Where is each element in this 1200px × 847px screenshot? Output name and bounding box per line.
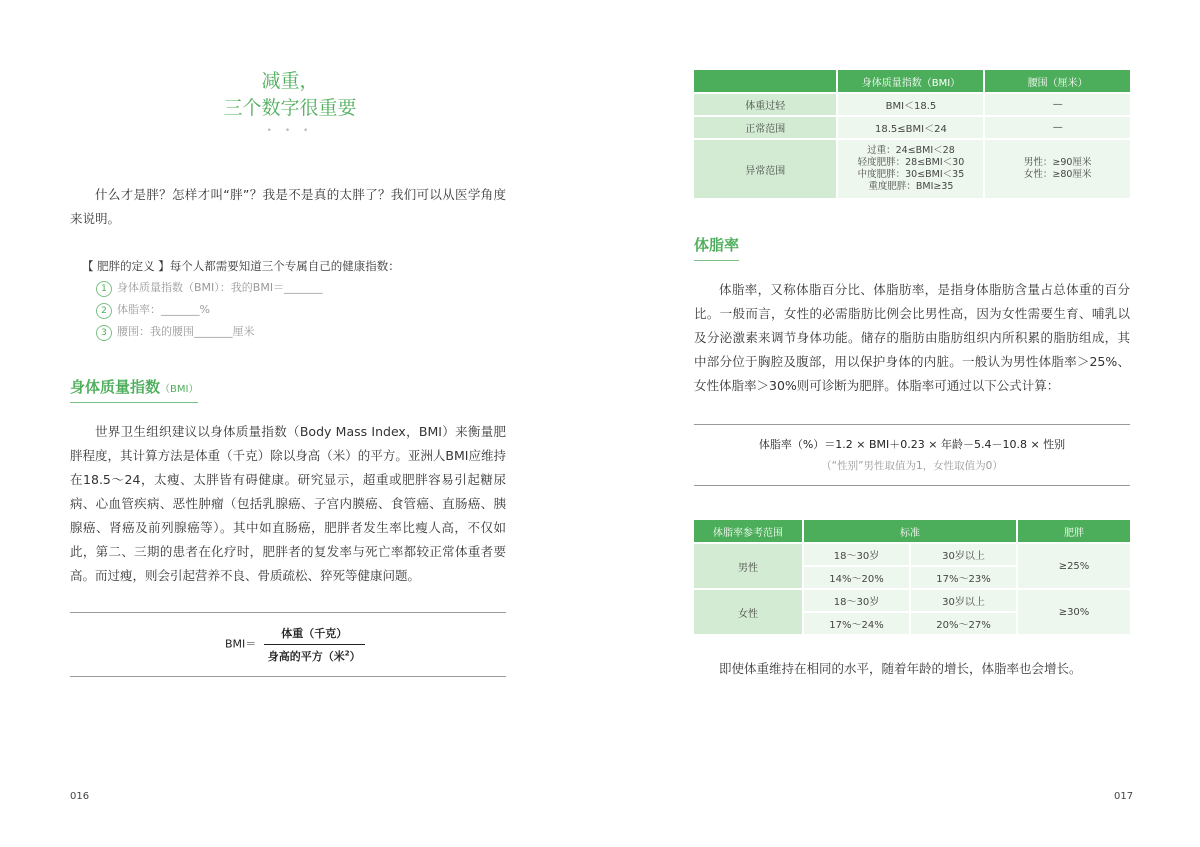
definition-item-3 [82, 321, 400, 343]
bmi-paragraph-text: 世界卫生组织建议以身体质量指数（Body Mass Index，BMI）来衡量肥胖程度，其计算方法是体重（千克）除以身高（米）的平方。亚洲人BMI应维持在18.5～24，太瘦、太胖皆有碍健康。研究显示，超重或肥胖容易引起糖尿病、心血管疾病、恶性肿瘤（包括乳腺癌、子宫内膜癌、食管癌、直肠癌、胰腺癌、肾癌及前列腺癌等）。其中如直肠癌，肥胖者发生率比瘦人高，不仅如此，第二、三期的患者在化疗时，肥胖者的复发率与死亡率都较正常体重者要高。而过瘦，则会引起营养不良、骨质疏松、猝死等健康问题。 [70, 424, 506, 583]
item-text: 体脂率：_______% [117, 303, 210, 316]
chapter-title-line2: 三个数字很重要 [223, 97, 357, 119]
item-number: 2 [96, 303, 112, 319]
table-header-row [693, 519, 1131, 543]
closing-paragraph [694, 657, 1130, 681]
bmi-paragraph [70, 420, 506, 588]
table-header: 肥胖 [1017, 519, 1131, 543]
table-cell: 男性：≥90厘米 女性：≥80厘米 [984, 139, 1131, 199]
row-label: 异常范围 [693, 139, 837, 199]
page-number-left: 016 [70, 791, 90, 802]
table-cell: 18～30岁 [803, 543, 910, 566]
page-number-right: 017 [1114, 791, 1134, 802]
table-cell: 30岁以上 [910, 543, 1017, 566]
formula-numerator: 体重（千克） [264, 625, 365, 645]
formula-bottom-rule [694, 485, 1130, 486]
table-header: 腰围（厘米） [984, 69, 1131, 93]
bodyfat-table [692, 518, 1132, 636]
bodyfat-formula-note: （“性别”男性取值为1，女性取值为0） [821, 460, 1003, 472]
definition-item-1 [82, 277, 400, 299]
bodyfat-section-heading: 体脂率 [694, 234, 739, 261]
item-text: 身体质量指数（BMI）：我的BMI＝_______ [117, 281, 323, 294]
title-ornament-dots: • • • [266, 126, 314, 136]
bmi-section-heading [70, 376, 198, 403]
formula-lhs: BMI＝ [225, 637, 257, 651]
definition-item-2 [82, 299, 400, 321]
table-header: 身体质量指数（BMI） [837, 69, 984, 93]
table-cell: BMI＜18.5 [837, 93, 984, 116]
table-row [693, 543, 1131, 566]
chapter-title-line1: 减重， [261, 70, 319, 92]
formula-top-rule [70, 612, 506, 613]
table-row [693, 93, 1131, 116]
bmi-heading-abbrev: （BMI） [160, 384, 199, 395]
table-row [693, 139, 1131, 199]
row-label: 女性 [693, 589, 803, 635]
bmi-heading-text: 身体质量指数 [70, 378, 161, 396]
item-text: 腰围：我的腰围_______厘米 [117, 325, 255, 338]
formula-fraction [264, 625, 365, 664]
definition-head: 【 肥胖的定义 】每个人都需要知道三个专属自己的健康指数： [82, 259, 400, 273]
formula-top-rule [694, 424, 1130, 425]
table-header: 标准 [803, 519, 1017, 543]
row-label: 正常范围 [693, 116, 837, 139]
table-cell: 过重：24≤BMI＜28 轻度肥胖：28≤BMI＜30 中度肥胖：30≤BMI＜35 重度肥胖：BMI≥35 [837, 139, 984, 199]
table-cell: 18.5≤BMI＜24 [837, 116, 984, 139]
table-cell: 17%～23% [910, 566, 1017, 589]
bodyfat-formula [694, 436, 1130, 473]
bmi-table [692, 68, 1132, 200]
bodyfat-paragraph-text: 体脂率，又称体脂百分比、体脂肪率，是指身体脂肪含量占总体重的百分比。一般而言，女性的必需脂肪比例会比男性高，因为女性需要生育、哺乳以及分泌激素来调节身体功能。储存的脂肪由脂肪组织内所积累的脂肪组成，其中部分位于胸腔及腹部，用以保护身体的内脏。一般认为男性体脂率＞25%、女性体脂率＞30%则可诊断为肥胖。体脂率可通过以下公式计算： [694, 282, 1130, 393]
table-header-row [693, 69, 1131, 93]
table-cell: 30岁以上 [910, 589, 1017, 612]
table-cell: ≥30% [1017, 589, 1131, 635]
table-cell: 20%～27% [910, 612, 1017, 635]
obesity-definition [82, 255, 400, 343]
table-cell: — [984, 116, 1131, 139]
intro-paragraph [70, 183, 506, 231]
table-cell: ≥25% [1017, 543, 1131, 589]
table-cell: 17%～24% [803, 612, 910, 635]
item-number: 1 [96, 281, 112, 297]
bodyfat-paragraph [694, 278, 1130, 398]
item-number: 3 [96, 325, 112, 341]
formula-bottom-rule [70, 676, 506, 677]
row-label: 体重过轻 [693, 93, 837, 116]
closing-text: 即使体重维持在相同的水平，随着年龄的增长，体脂率也会增长。 [719, 661, 1082, 676]
table-cell: 14%～20% [803, 566, 910, 589]
bmi-formula [225, 625, 365, 664]
table-header: 体脂率参考范围 [693, 519, 803, 543]
table-row [693, 589, 1131, 612]
bodyfat-formula-text: 体脂率（%）＝1.2 × BMI＋0.23 × 年龄－5.4－10.8 × 性别 [758, 438, 1066, 451]
table-header [693, 69, 837, 93]
intro-text: 什么才是胖？怎样才叫“胖”？我是不是真的太胖了？我们可以从医学角度来说明。 [70, 187, 506, 226]
table-row [693, 116, 1131, 139]
table-cell: 18～30岁 [803, 589, 910, 612]
row-label: 男性 [693, 543, 803, 589]
formula-denominator: 身高的平方（米$^2$） [267, 649, 361, 663]
table-cell: — [984, 93, 1131, 116]
